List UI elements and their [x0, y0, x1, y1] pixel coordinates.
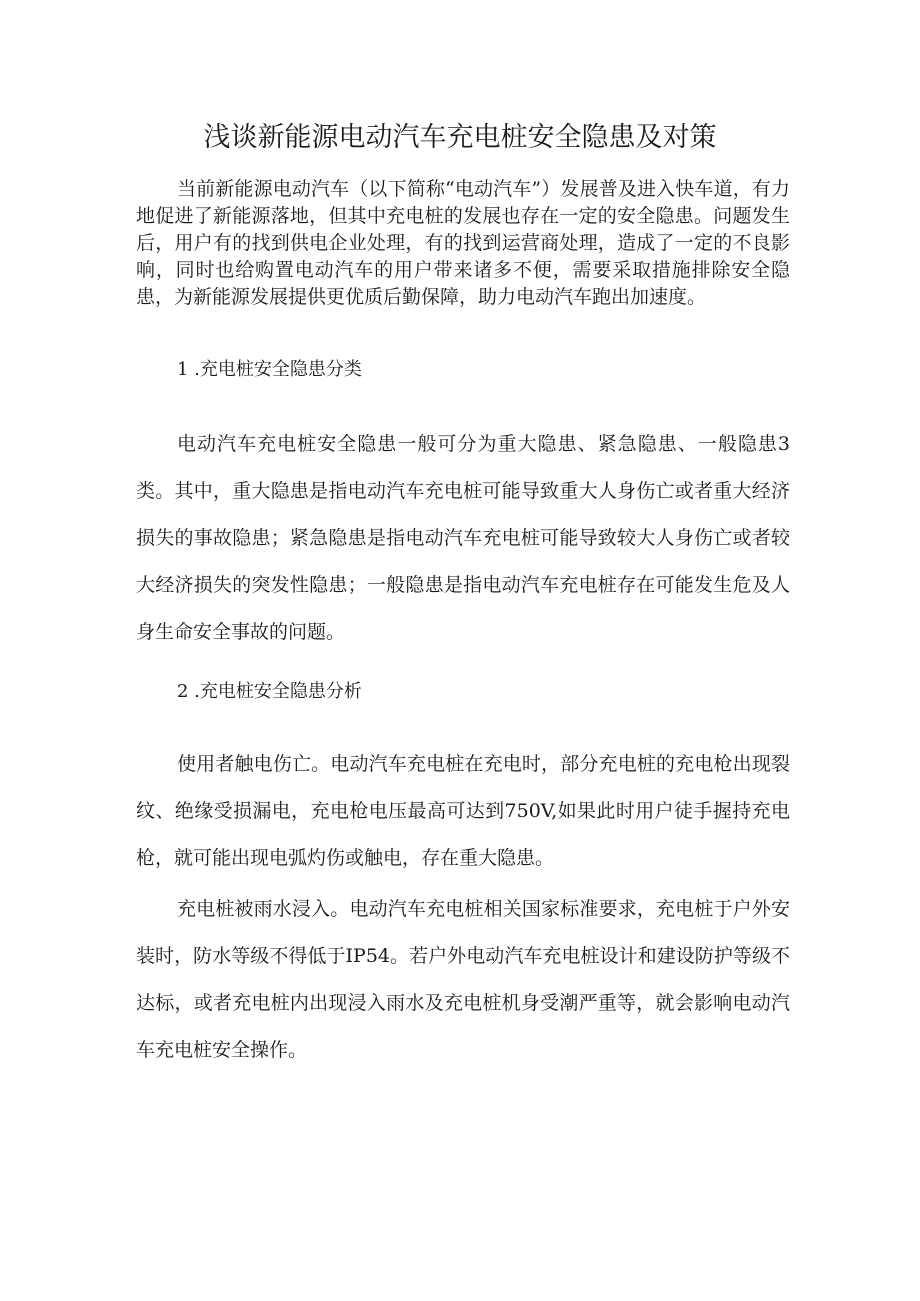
- document-title: 浅谈新能源电动汽车充电桩安全隐患及对策: [203, 122, 717, 153]
- section-2-paragraph-1: 使用者触电伤亡。电动汽车充电桩在充电时，部分充电桩的充电枪出现裂纹、绝缘受损漏电，充电枪电压最高可达到750V,如果此时用户徒手握持充电枪，就可能出现电弧灼伤或触电，存在重大隐患。: [136, 753, 790, 869]
- section-1-paragraph: 电动汽车充电桩安全隐患一般可分为重大隐患、紧急隐患、一般隐患3类。其中，重大隐患是指电动汽车充电桩可能导致重大人身伤亡或者重大经济损失的事故隐患；紧急隐患是指电动汽车充电桩可能导致较大人身伤亡或者较大经济损失的突发性隐患；一般隐患是指电动汽车充电桩存在可能发生危及人身生命安全事故的问题。: [136, 433, 790, 643]
- section-1-heading: 1 .充电桩安全隐患分类: [177, 359, 362, 380]
- section-2-heading: 2 .充电桩安全隐患分析: [177, 681, 362, 702]
- section-2-paragraph-2: 充电桩被雨水浸入。电动汽车充电桩相关国家标准要求，充电桩于户外安装时，防水等级不得低于IP54。若户外电动汽车充电桩设计和建设防护等级不达标，或者充电桩内出现浸入雨水及充电桩机身受潮严重等，就会影响电动汽车充电桩安全操作。: [136, 898, 790, 1061]
- intro-paragraph: 当前新能源电动汽车（以下简称“电动汽车”）发展普及进入快车道，有力地促进了新能源落地，但其中充电桩的发展也存在一定的安全隐患。问题发生后，用户有的找到供电企业处理，有的找到运营商处理，造成了一定的不良影响，同时也给购置电动汽车的用户带来诸多不便，需要采取措施排除安全隐患，为新能源发展提供更优质后勤保障，助力电动汽车跑出加速度。: [136, 178, 790, 308]
